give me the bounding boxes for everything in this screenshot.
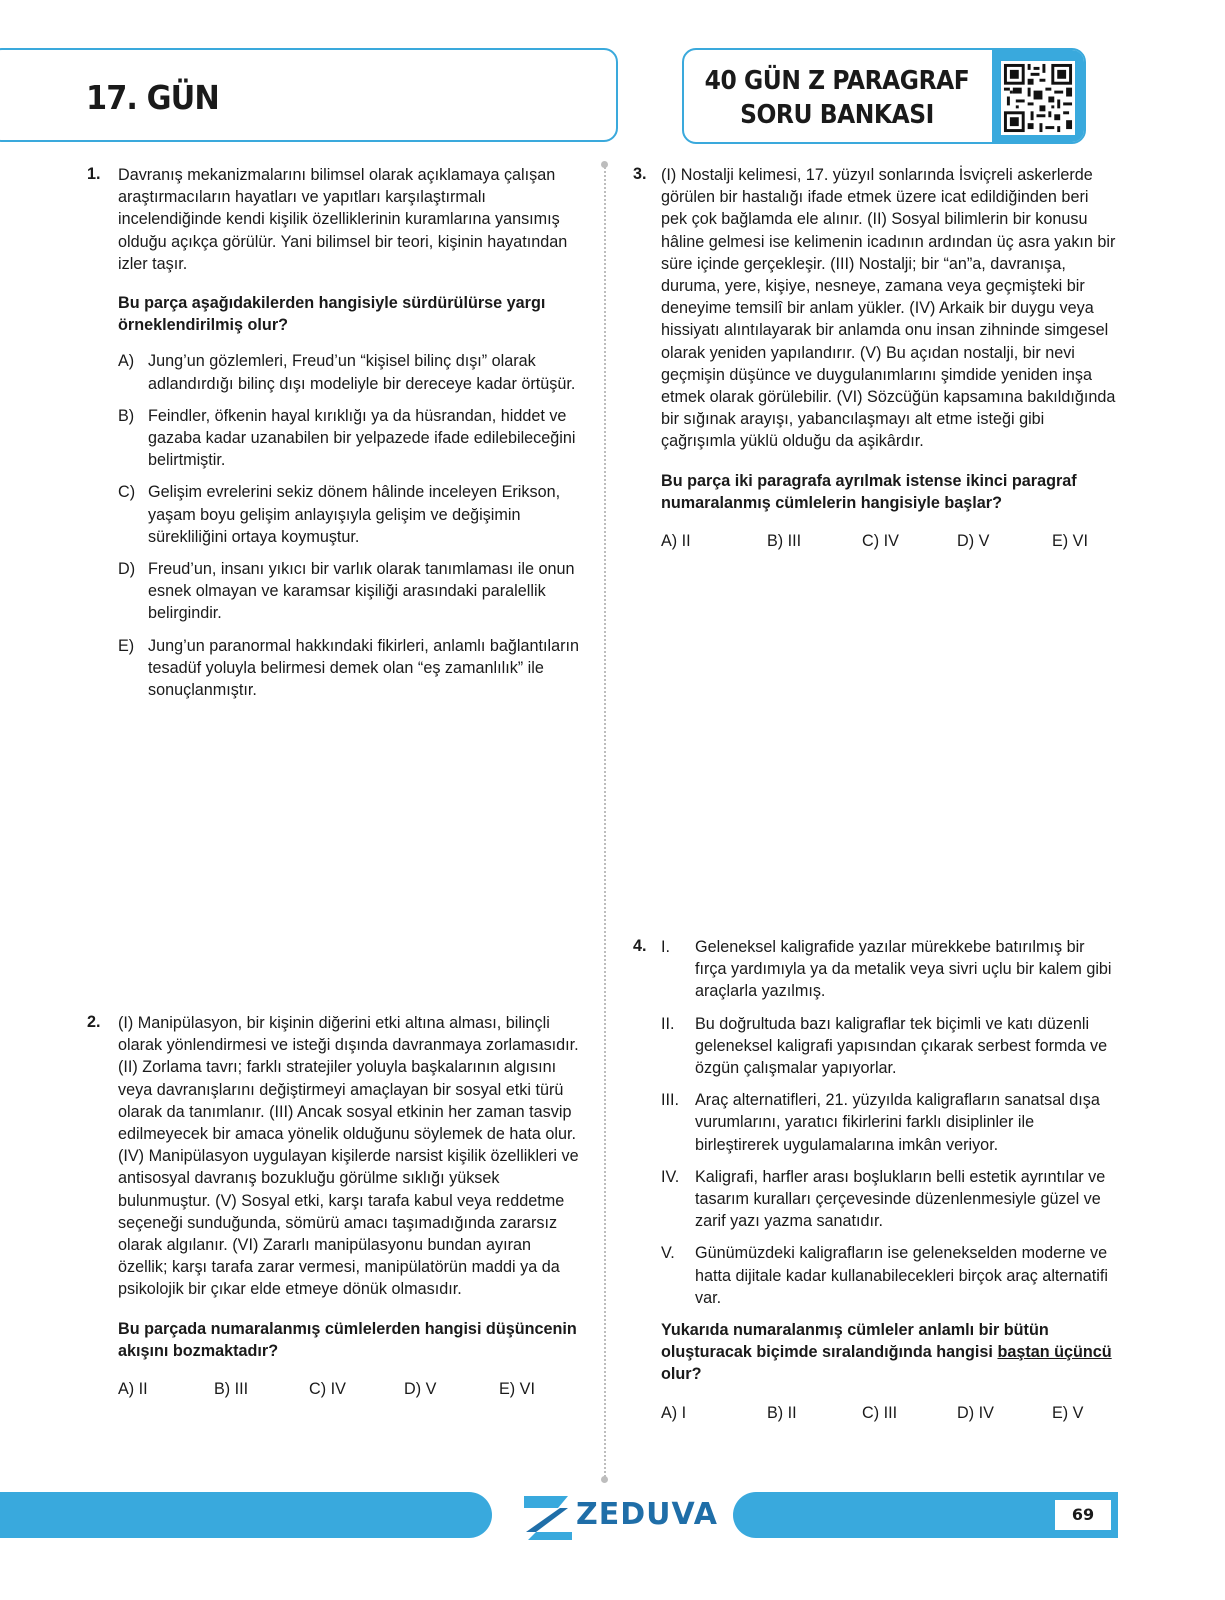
question-4-stem — [661, 1319, 1117, 1386]
question-2-number: 2. — [87, 1013, 101, 1031]
q4-stem-part2: olur? — [661, 1365, 702, 1384]
book-header-box — [682, 48, 1086, 144]
book-title-line1: 40 GÜN Z PARAGRAF — [704, 66, 970, 96]
q4-option-e[interactable]: E) V — [1052, 1403, 1084, 1422]
q1-option-c[interactable] — [118, 481, 580, 548]
q4-stem-part1: Yukarıda numaralanmış cümleler anlamlı bir bütün oluşturacak biçimde sıralandığında hangisi — [661, 1321, 1049, 1362]
column-divider — [604, 164, 606, 1480]
q4-item-2-text: Bu doğrultuda bazı kaligraflar tek biçimli ve katı düzenli geleneksel kaligrafi yapısından çıkarak serbest formda ve özgün çalışmalar yapıyorlar. — [695, 1014, 1108, 1078]
q1-option-e-text: Jung’un paranormal hakkındaki fikirleri, anlamlı bağlantıların tesadüf yoluyla belirmesi demek olan “eş zamanlılık” ile sonuçlanmıştır. — [148, 636, 579, 700]
qr-code-graphic — [1000, 61, 1076, 135]
page-number: 69 — [1055, 1500, 1111, 1530]
brand-name: ZEDUVA — [576, 1497, 718, 1532]
question-3-stem: Bu parça iki paragrafa ayrılmak istense ikinci paragraf numaralanmış cümlelerin hangisiyle başlar? — [661, 471, 1077, 512]
q1-option-b-text: Feindler, öfkenin hayal kırıklığı ya da hüsrandan, hiddet ve gazaba kadar uzanabilen bir yelpazede ifade edilebileceğini belirtmiştir. — [148, 406, 576, 470]
question-4 — [661, 936, 1117, 1424]
book-title-line2: SORU BANKASI — [740, 100, 934, 130]
q4-item-2 — [661, 1013, 1117, 1080]
q1-option-b[interactable] — [118, 405, 580, 472]
q4-item-5 — [661, 1242, 1117, 1309]
q1-option-e-label: E) — [118, 636, 135, 655]
question-3-passage: (I) Nostalji kelimesi, 17. yüzyıl sonlarında İsviçreli askerlerde görülen bir hastalığı ifade etmek üzere icat edildiğinden beri pek çok bağlamda ele alınır. (II) Sosyal bilimlerin bir konusu hâline gelmesi ise kelimenin icadının ardından üç asra yakın bir süre içinde gerçekleşir. (III) Nostalji; bir “an”a, davranışa, duruma, yere, kişiye, nesneye, zamana veya geçmişteki bir deneyime temsilî bir anlam yükler. (IV) Arkaik bir duygu veya hissiyatı alıntılayarak bir anlamda onu insan zihninde simgesel olarak yeniden yapılandırır. (V) Bu açıdan nostalji, bir nevi geçmişin düşünce ve duygulanımlarını şimdide yeniden inşa etmek olarak görülebilir. (VI) Sözcüğün kapsamına bakıldığında bir sığınak arayışı, yabancılaşmayı alt etme isteği gibi çağrışımla yüklü olduğu da aşikârdır. — [661, 166, 1116, 451]
q1-option-a[interactable] — [118, 350, 580, 394]
q4-item-4 — [661, 1166, 1117, 1233]
q4-item-3-label: III. — [661, 1091, 679, 1110]
q4-item-2-label: II. — [661, 1014, 675, 1033]
q4-item-3-text: Araç alternatifleri, 21. yüzyılda kaligrafların sanatsal dışa vurumlarını, yaratıcı fikirlerini farklı disiplinler ile birleştirerek uygulamalarına imkân veriyor. — [695, 1091, 1100, 1154]
q2-option-c[interactable]: C) IV — [309, 1380, 346, 1399]
q4-item-4-text: Kaligrafi, harfler arası boşlukların belli estetik ayrıntılar ve tasarım kuralları çerçevesinde düzenlenmesiyle güzel ve zarif yazı yazma sanatıdır. — [695, 1167, 1106, 1231]
question-2-passage: (I) Manipülasyon, bir kişinin diğerini etki altına alması, bilinçli olarak yönlendirmesi ve isteği dışında davranmaya zorlamasıdır. (II) Zorlama tavrı; farklı stratejiler yoluyla başkalarının algısını veya davranışlarını değiştirmeyi amaçlayan bir sosyal etki türü olarak da tanımlanır. (III) Ancak sosyal etkinin her zaman tasvip edilmeyecek bir amaca yönelik olduğunu söylemek de hata olur. (IV) Manipülasyon uygulayan kişilerde narsist kişilik özellikleri ve antisosyal davranış bozukluğu görülme sıklığı yüksek bulunmuştur. (V) Sosyal etki, karşı tarafa kabul veya reddetme seçeneği sunduğunda, sömürü amacı taşımadığında zararsız olarak algılanır. (VI) Zararlı manipülasyonu bundan ayıran özellik; karşı tarafa zarar vermesi, manipülatörün maddi ya da psikolojik bir çıkar elde etmeye dönük olmasıdır. — [118, 1014, 579, 1299]
q1-option-d-label: D) — [118, 560, 136, 579]
question-4-number: 4. — [633, 937, 647, 955]
question-4-options — [661, 1402, 1117, 1424]
q4-item-1 — [661, 936, 1117, 1003]
question-3-options — [661, 530, 1117, 552]
q4-item-3 — [661, 1089, 1117, 1156]
q4-item-4-label: IV. — [661, 1167, 680, 1186]
question-2 — [118, 1012, 580, 1400]
q3-option-e[interactable]: E) VI — [1052, 532, 1088, 551]
question-2-stem: Bu parçada numaralanmış cümlelerden hangisi düşüncenin akışını bozmaktadır? — [118, 1319, 577, 1360]
q3-option-d[interactable]: D) V — [957, 532, 990, 551]
q1-option-a-text: Jung’un gözlemleri, Freud’un “kişisel bilinç dışı” olarak adlandırdığı bilinç dışı modeliyle bir dereceye kadar örtüşür. — [148, 352, 576, 393]
q1-option-c-label: C) — [118, 483, 136, 502]
q4-option-a[interactable]: A) I — [661, 1403, 687, 1422]
q1-option-a-label: A) — [118, 352, 135, 371]
zeduva-logo-icon — [522, 1492, 574, 1542]
q1-option-c-text: Gelişim evrelerini sekiz dönem hâlinde inceleyen Erikson, yaşam boyu gelişim anlayışıyla gelişim ve değişimin sürekliliğini ortaya koymuştur. — [148, 483, 561, 546]
footer-left-bar — [0, 1492, 492, 1538]
question-2-options — [118, 1378, 580, 1400]
question-1 — [118, 164, 580, 701]
q4-option-c[interactable]: C) III — [862, 1403, 898, 1422]
q1-option-d[interactable] — [118, 558, 580, 625]
question-1-options — [118, 350, 580, 701]
question-3 — [661, 164, 1117, 552]
question-1-number: 1. — [87, 165, 101, 183]
q2-option-e[interactable]: E) VI — [499, 1380, 535, 1399]
q1-option-d-text: Freud’un, insanı yıkıcı bir varlık olarak tanımlaması ile onun esnek olmayan ve karamsar kişiliği arasındaki paralellik belirgindir. — [148, 560, 575, 623]
q4-item-5-text: Günümüzdeki kaligrafların ise gelenekselden moderne ve hatta dijitale kadar kullanabilecekleri birçok araç alternatifi var. — [695, 1244, 1108, 1307]
q4-item-1-text: Geleneksel kaligrafide yazılar mürekkebe batırılmış bir fırça yardımıyla ya da metalik veya sivri uçlu bir kalem gibi araçlarla yazılmış. — [695, 938, 1112, 1001]
q2-option-b[interactable]: B) III — [214, 1380, 249, 1399]
q3-option-a[interactable]: A) II — [661, 532, 691, 551]
q3-option-c[interactable]: C) IV — [862, 532, 899, 551]
q4-option-d[interactable]: D) IV — [957, 1403, 994, 1422]
question-1-passage: Davranış mekanizmalarını bilimsel olarak açıklamaya çalışan araştırmacıların hayatları ve yapıtları karşılaştırmalı incelendiğinde kendi kişilik özelliklerinin kuramlarına yansımış olduğu açıkça görülür. Yani bilimsel bir teori, kişinin hayatından izler taşır. — [118, 166, 568, 273]
qr-code-icon[interactable] — [992, 50, 1084, 144]
book-title — [699, 64, 974, 132]
q4-item-1-label: I. — [661, 938, 670, 956]
divider-bottom-dot — [601, 1476, 608, 1483]
divider-top-dot — [601, 161, 608, 168]
q3-option-b[interactable]: B) III — [767, 532, 802, 551]
q2-option-a[interactable]: A) II — [118, 1380, 148, 1399]
day-title: 17. GÜN — [86, 78, 219, 117]
q4-option-b[interactable]: B) II — [767, 1403, 797, 1422]
question-3-number: 3. — [633, 165, 647, 183]
q4-item-5-label: V. — [661, 1244, 675, 1263]
q2-option-d[interactable]: D) V — [404, 1380, 437, 1399]
q1-option-b-label: B) — [118, 406, 135, 425]
question-1-stem: Bu parça aşağıdakilerden hangisiyle sürdürülürse yargı örneklendirilmiş olur? — [118, 294, 546, 335]
q4-stem-underlined: baştan üçüncü — [997, 1343, 1112, 1362]
q1-option-e[interactable] — [118, 635, 580, 702]
